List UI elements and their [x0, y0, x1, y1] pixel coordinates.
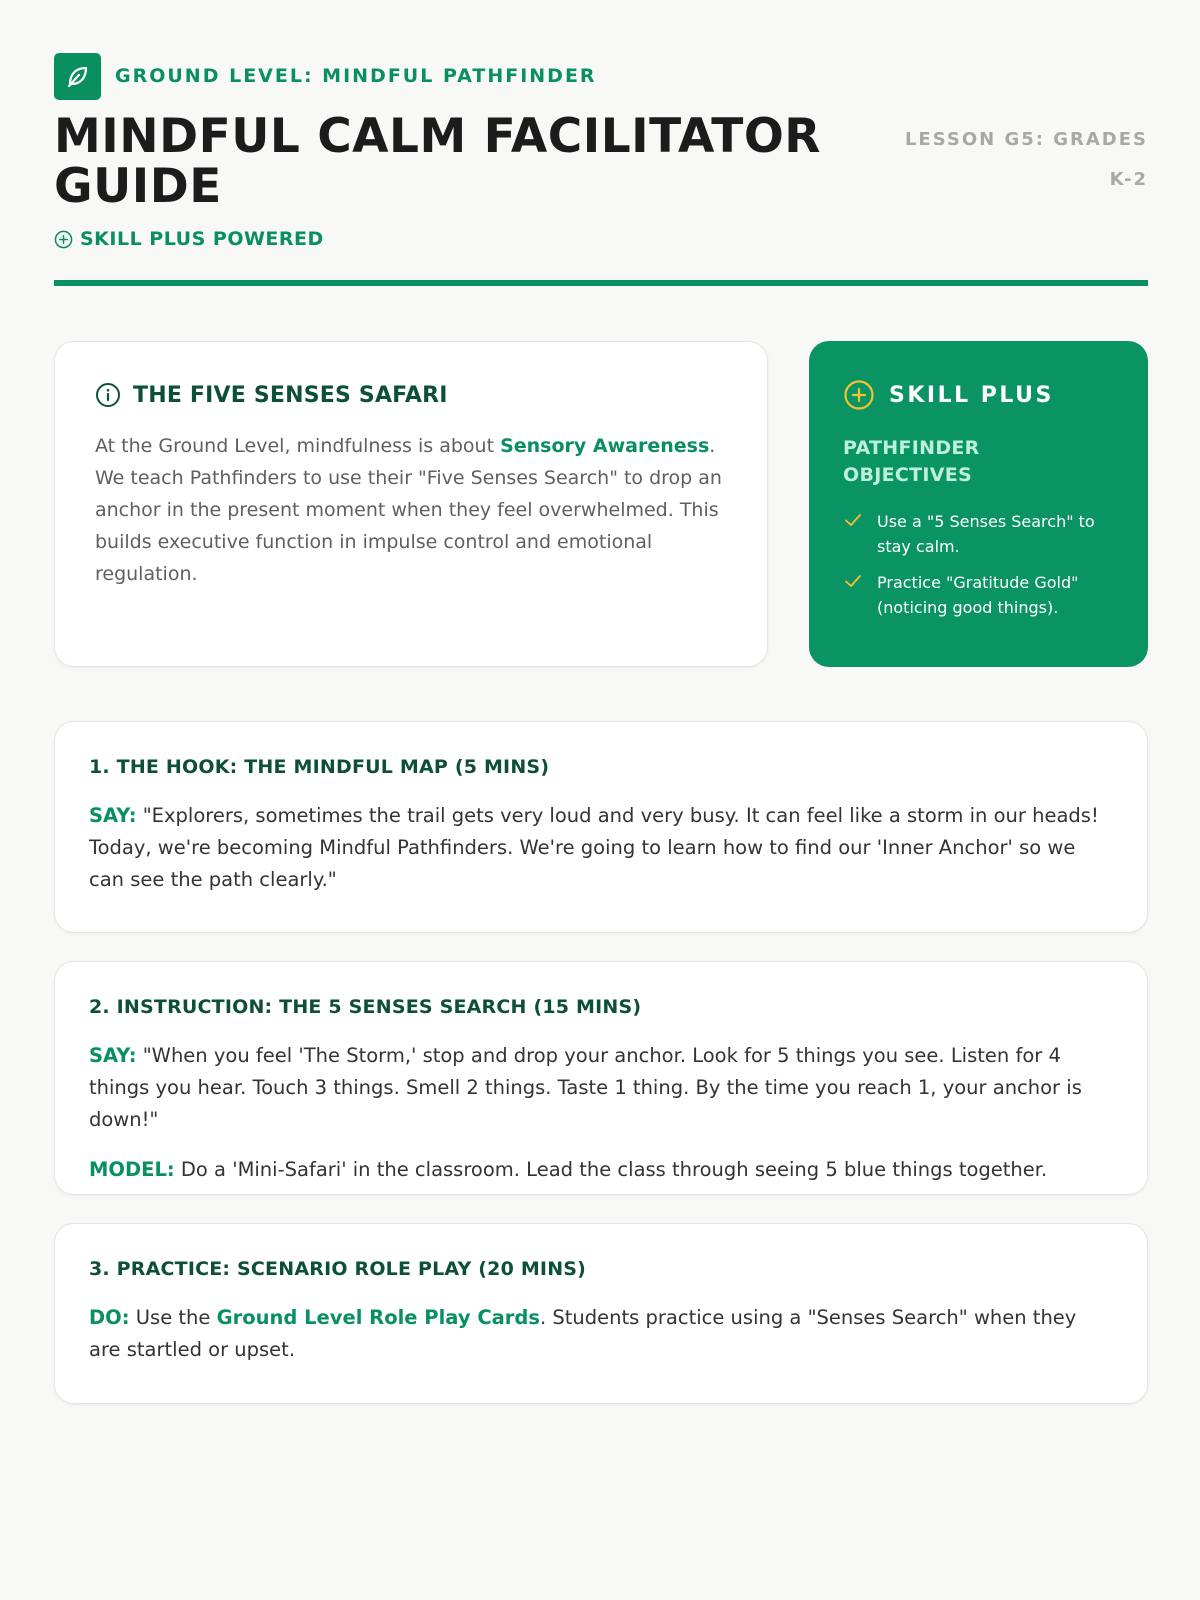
skill-plus-powered-badge — [54, 228, 324, 250]
brand-label: GROUND LEVEL: MINDFUL PATHFINDER — [115, 65, 597, 87]
do-text-end: . Students practice using a "Senses Search" when they are startled or upset. — [89, 1306, 1077, 1361]
leaf-icon — [54, 53, 101, 100]
check-icon — [843, 573, 863, 589]
section-do-text — [89, 1302, 1113, 1366]
model-label: MODEL: — [89, 1158, 175, 1181]
sensory-awareness-highlight: Sensory Awareness — [500, 435, 710, 457]
five-senses-safari-card — [54, 341, 768, 667]
section-model-text — [89, 1154, 1113, 1186]
brand-row — [54, 52, 1148, 100]
skill-plus-title: SKILL PLUS — [889, 382, 1054, 408]
say-quote: "Explorers, sometimes the trail gets very loud and very busy. It can feel like a storm in our heads! Today, we're becoming Mindful Pathfinders. We're going to learn how to find our 'Inner Anchor' so we can see the path clearly." — [89, 804, 1099, 891]
section-title: 2. INSTRUCTION: THE 5 SENSES SEARCH (15 MINS) — [89, 996, 642, 1018]
objectives-list — [843, 509, 1114, 620]
section-instruction — [54, 961, 1148, 1195]
safari-description — [95, 430, 727, 590]
safari-heading — [95, 382, 727, 408]
section-practice — [54, 1223, 1148, 1404]
section-title: 1. THE HOOK: THE MINDFUL MAP (5 MINS) — [89, 756, 550, 778]
say-quote: "When you feel 'The Storm,' stop and drop your anchor. Look for 5 things you see. Listen for 4 things you hear. Touch 3 things. Smell 2 things. Taste 1 thing. By the time you reach 1, your anchor is down!" — [89, 1044, 1082, 1131]
safari-text-end: . We teach Pathfinders to use their "Five Senses Search" to drop an anchor in the present moment when they feel overwhelmed. This builds executive function in impulse control and emotional regulation. — [95, 435, 722, 585]
header-divider — [54, 280, 1148, 286]
safari-text-start: At the Ground Level, mindfulness is about — [95, 435, 501, 457]
safari-title: THE FIVE SENSES SAFARI — [133, 382, 448, 408]
model-description: Do a 'Mini-Safari' in the classroom. Lead the class through seeing 5 blue things together. — [174, 1158, 1048, 1181]
section-hook — [54, 721, 1148, 933]
do-text-start: Use the — [129, 1306, 217, 1329]
skill-plus-heading — [843, 379, 1114, 411]
page-title: MINDFUL CALM FACILITATOR GUIDE — [54, 109, 821, 214]
lesson-label: LESSON G5: GRADES K-2 — [904, 129, 1148, 190]
plus-circle-icon — [54, 230, 73, 249]
objective-item — [843, 509, 1114, 559]
objective-text: Use a "5 Senses Search" to stay calm. — [877, 512, 1095, 556]
skill-plus-powered-label: SKILL PLUS POWERED — [80, 228, 324, 250]
objective-text: Practice "Gratitude Gold" (noticing good things). — [877, 573, 1079, 617]
say-label: SAY: — [89, 1044, 137, 1067]
info-icon — [95, 382, 121, 408]
skill-plus-card — [809, 341, 1148, 667]
role-play-cards-highlight: Ground Level Role Play Cards — [216, 1306, 540, 1329]
check-icon — [843, 512, 863, 528]
plus-circle-icon — [843, 379, 875, 411]
objective-item — [843, 570, 1114, 620]
objectives-title: PATHFINDER OBJECTIVES — [843, 437, 980, 486]
do-label: DO: — [89, 1306, 130, 1329]
page-header — [54, 52, 1148, 288]
section-say-text — [89, 1040, 1113, 1136]
section-say-text — [89, 800, 1113, 896]
say-label: SAY: — [89, 804, 137, 827]
section-title: 3. PRACTICE: SCENARIO ROLE PLAY (20 MINS) — [89, 1258, 587, 1280]
